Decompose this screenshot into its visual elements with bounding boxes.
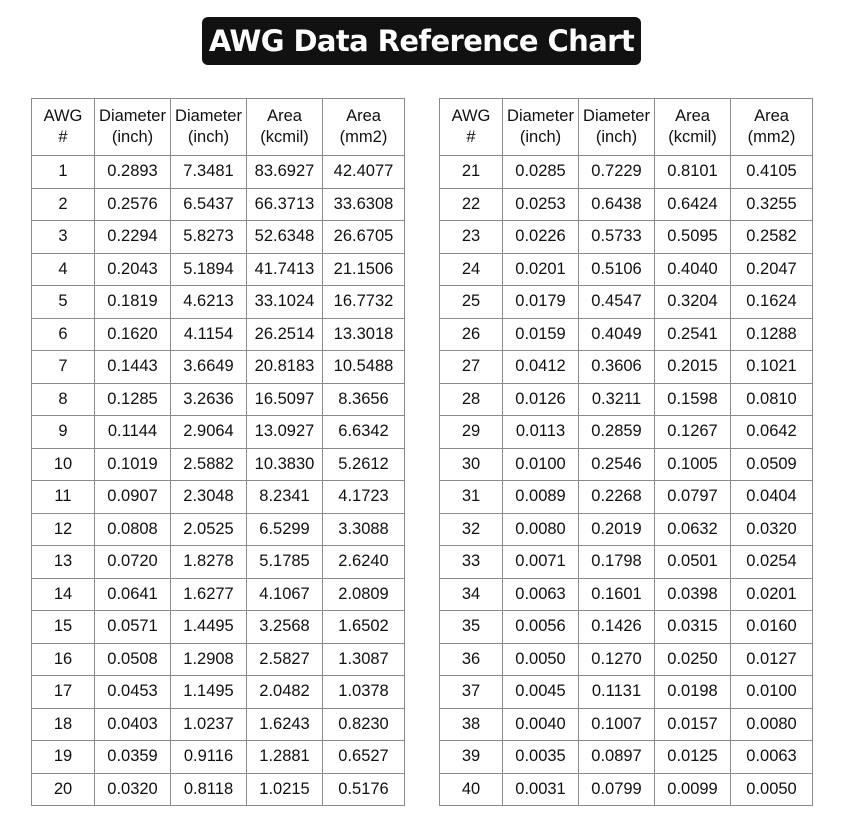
cell-area-kcmil: 0.2015	[655, 351, 731, 384]
cell-area-mm2: 1.3087	[323, 643, 405, 676]
cell-area-kcmil: 1.6243	[247, 708, 323, 741]
cell-area-mm2: 0.1288	[731, 318, 813, 351]
awg-table-left	[31, 98, 405, 806]
cell-awg: 10	[32, 448, 95, 481]
cell-area-kcmil: 0.0157	[655, 708, 731, 741]
cell-diameter-inch-2: 3.2636	[171, 383, 247, 416]
table-row	[440, 416, 813, 449]
header-line-2: #	[58, 128, 68, 146]
cell-diameter-inch: 0.1019	[95, 448, 171, 481]
header-line-1: AWG	[451, 107, 491, 125]
page-title: AWG Data Reference Chart	[208, 24, 635, 58]
cell-diameter-inch: 0.0253	[503, 188, 579, 221]
cell-awg: 28	[440, 383, 503, 416]
cell-diameter-inch-2: 0.6438	[579, 188, 655, 221]
cell-area-kcmil: 66.3713	[247, 188, 323, 221]
cell-area-mm2: 8.3656	[323, 383, 405, 416]
cell-diameter-inch: 0.0113	[503, 416, 579, 449]
table-row	[32, 318, 405, 351]
header-line-2: (kcmil)	[260, 128, 309, 146]
cell-area-mm2: 0.0404	[731, 481, 813, 514]
header-area-mm2	[731, 99, 813, 156]
cell-diameter-inch-2: 0.1131	[579, 676, 655, 709]
cell-diameter-inch-2: 5.8273	[171, 221, 247, 254]
cell-area-kcmil: 5.1785	[247, 546, 323, 579]
cell-diameter-inch: 0.2576	[95, 188, 171, 221]
cell-diameter-inch-2: 1.2908	[171, 643, 247, 676]
cell-area-mm2: 0.0201	[731, 578, 813, 611]
cell-diameter-inch-2: 1.4495	[171, 611, 247, 644]
cell-diameter-inch: 0.1144	[95, 416, 171, 449]
cell-diameter-inch-2: 0.1798	[579, 546, 655, 579]
cell-area-kcmil: 1.0215	[247, 773, 323, 806]
cell-diameter-inch-2: 2.9064	[171, 416, 247, 449]
table-row	[32, 643, 405, 676]
cell-awg: 31	[440, 481, 503, 514]
table-row	[440, 611, 813, 644]
header-diameter-inch	[95, 99, 171, 156]
cell-diameter-inch-2: 0.1270	[579, 643, 655, 676]
cell-area-mm2: 2.0809	[323, 578, 405, 611]
cell-diameter-inch-2: 0.0799	[579, 773, 655, 806]
cell-area-mm2: 0.0320	[731, 513, 813, 546]
cell-diameter-inch: 0.0040	[503, 708, 579, 741]
cell-area-kcmil: 83.6927	[247, 156, 323, 189]
header-line-2: (inch)	[111, 128, 154, 146]
table-row	[440, 643, 813, 676]
cell-awg: 18	[32, 708, 95, 741]
cell-area-kcmil: 41.7413	[247, 253, 323, 286]
cell-diameter-inch: 0.0179	[503, 286, 579, 319]
header-line-1: AWG	[43, 107, 83, 125]
cell-area-mm2: 2.6240	[323, 546, 405, 579]
cell-diameter-inch-2: 0.9116	[171, 741, 247, 774]
table-header-row	[32, 99, 405, 156]
cell-diameter-inch-2: 0.2546	[579, 448, 655, 481]
table-row	[440, 676, 813, 709]
cell-diameter-inch: 0.0159	[503, 318, 579, 351]
table-row	[440, 156, 813, 189]
cell-area-kcmil: 0.0501	[655, 546, 731, 579]
header-line-1: Diameter	[175, 107, 242, 125]
cell-area-mm2: 0.0127	[731, 643, 813, 676]
table-row	[32, 416, 405, 449]
cell-area-mm2: 0.0810	[731, 383, 813, 416]
cell-area-mm2: 0.5176	[323, 773, 405, 806]
cell-area-mm2: 0.1624	[731, 286, 813, 319]
table-row	[32, 221, 405, 254]
cell-area-kcmil: 0.0250	[655, 643, 731, 676]
cell-diameter-inch-2: 1.1495	[171, 676, 247, 709]
cell-awg: 7	[32, 351, 95, 384]
cell-diameter-inch-2: 4.6213	[171, 286, 247, 319]
cell-area-kcmil: 13.0927	[247, 416, 323, 449]
header-line-2: #	[466, 128, 476, 146]
cell-diameter-inch: 0.0126	[503, 383, 579, 416]
cell-area-kcmil: 0.1005	[655, 448, 731, 481]
table-row	[440, 221, 813, 254]
cell-awg: 33	[440, 546, 503, 579]
cell-area-mm2: 0.0509	[731, 448, 813, 481]
cell-area-mm2: 21.1506	[323, 253, 405, 286]
cell-area-mm2: 0.2047	[731, 253, 813, 286]
table-row	[32, 351, 405, 384]
cell-diameter-inch-2: 4.1154	[171, 318, 247, 351]
cell-diameter-inch: 0.2893	[95, 156, 171, 189]
cell-diameter-inch: 0.0050	[503, 643, 579, 676]
cell-diameter-inch-2: 0.3606	[579, 351, 655, 384]
cell-awg: 9	[32, 416, 95, 449]
cell-area-mm2: 0.2582	[731, 221, 813, 254]
cell-area-mm2: 0.0160	[731, 611, 813, 644]
cell-diameter-inch: 0.2294	[95, 221, 171, 254]
table-row	[440, 481, 813, 514]
table-row	[32, 481, 405, 514]
header-line-2: (mm2)	[747, 128, 796, 146]
cell-area-kcmil: 0.3204	[655, 286, 731, 319]
header-line-2: (mm2)	[339, 128, 388, 146]
cell-area-kcmil: 8.2341	[247, 481, 323, 514]
cell-diameter-inch: 0.0201	[503, 253, 579, 286]
table-row	[32, 188, 405, 221]
cell-diameter-inch: 0.1620	[95, 318, 171, 351]
cell-awg: 24	[440, 253, 503, 286]
awg-table-right	[439, 98, 813, 806]
table-row	[440, 448, 813, 481]
cell-area-mm2: 13.3018	[323, 318, 405, 351]
cell-diameter-inch-2: 0.0897	[579, 741, 655, 774]
cell-diameter-inch-2: 2.3048	[171, 481, 247, 514]
cell-awg: 15	[32, 611, 95, 644]
cell-diameter-inch: 0.0045	[503, 676, 579, 709]
header-line-1: Diameter	[583, 107, 650, 125]
cell-diameter-inch-2: 2.5882	[171, 448, 247, 481]
cell-area-kcmil: 33.1024	[247, 286, 323, 319]
cell-diameter-inch: 0.0320	[95, 773, 171, 806]
cell-area-mm2: 5.2612	[323, 448, 405, 481]
cell-awg: 20	[32, 773, 95, 806]
cell-diameter-inch: 0.0100	[503, 448, 579, 481]
cell-area-kcmil: 3.2568	[247, 611, 323, 644]
cell-diameter-inch-2: 0.4049	[579, 318, 655, 351]
header-line-2: (kcmil)	[668, 128, 717, 146]
cell-diameter-inch-2: 0.2019	[579, 513, 655, 546]
table-row	[32, 513, 405, 546]
header-line-2: (inch)	[187, 128, 230, 146]
table-row	[32, 676, 405, 709]
cell-area-kcmil: 0.0632	[655, 513, 731, 546]
cell-awg: 32	[440, 513, 503, 546]
cell-diameter-inch: 0.0412	[503, 351, 579, 384]
cell-awg: 40	[440, 773, 503, 806]
cell-awg: 25	[440, 286, 503, 319]
cell-area-mm2: 6.6342	[323, 416, 405, 449]
header-line-1: Area	[675, 107, 710, 125]
cell-awg: 19	[32, 741, 95, 774]
header-line-2: (inch)	[519, 128, 562, 146]
cell-area-kcmil: 10.3830	[247, 448, 323, 481]
cell-area-kcmil: 6.5299	[247, 513, 323, 546]
table-row	[32, 741, 405, 774]
table-row	[32, 448, 405, 481]
cell-diameter-inch-2: 6.5437	[171, 188, 247, 221]
cell-awg: 22	[440, 188, 503, 221]
table-row	[440, 578, 813, 611]
cell-awg: 34	[440, 578, 503, 611]
cell-diameter-inch-2: 0.1601	[579, 578, 655, 611]
cell-diameter-inch: 0.0641	[95, 578, 171, 611]
cell-area-mm2: 1.6502	[323, 611, 405, 644]
table-row	[440, 546, 813, 579]
cell-diameter-inch: 0.0720	[95, 546, 171, 579]
cell-area-mm2: 0.3255	[731, 188, 813, 221]
cell-diameter-inch-2: 1.0237	[171, 708, 247, 741]
header-diameter-inch-2	[171, 99, 247, 156]
cell-diameter-inch: 0.0080	[503, 513, 579, 546]
cell-awg: 27	[440, 351, 503, 384]
cell-area-kcmil: 4.1067	[247, 578, 323, 611]
table-row	[440, 286, 813, 319]
cell-area-mm2: 4.1723	[323, 481, 405, 514]
cell-diameter-inch: 0.2043	[95, 253, 171, 286]
cell-diameter-inch: 0.0285	[503, 156, 579, 189]
cell-diameter-inch: 0.1819	[95, 286, 171, 319]
cell-diameter-inch: 0.0035	[503, 741, 579, 774]
cell-diameter-inch: 0.0056	[503, 611, 579, 644]
cell-diameter-inch: 0.0089	[503, 481, 579, 514]
header-line-1: Diameter	[99, 107, 166, 125]
header-line-2: (inch)	[595, 128, 638, 146]
cell-diameter-inch-2: 0.7229	[579, 156, 655, 189]
cell-area-kcmil: 16.5097	[247, 383, 323, 416]
cell-awg: 8	[32, 383, 95, 416]
header-awg	[440, 99, 503, 156]
cell-awg: 14	[32, 578, 95, 611]
cell-area-mm2: 0.8230	[323, 708, 405, 741]
header-line-1: Area	[346, 107, 381, 125]
cell-area-kcmil: 2.5827	[247, 643, 323, 676]
cell-diameter-inch-2: 5.1894	[171, 253, 247, 286]
cell-diameter-inch: 0.0063	[503, 578, 579, 611]
cell-diameter-inch: 0.0808	[95, 513, 171, 546]
cell-area-kcmil: 0.8101	[655, 156, 731, 189]
header-diameter-inch-2	[579, 99, 655, 156]
cell-diameter-inch-2: 0.8118	[171, 773, 247, 806]
cell-area-mm2: 0.0100	[731, 676, 813, 709]
cell-area-mm2: 0.0080	[731, 708, 813, 741]
table-row	[32, 773, 405, 806]
cell-awg: 35	[440, 611, 503, 644]
header-line-1: Area	[754, 107, 789, 125]
cell-awg: 11	[32, 481, 95, 514]
cell-diameter-inch: 0.0571	[95, 611, 171, 644]
cell-awg: 3	[32, 221, 95, 254]
cell-awg: 4	[32, 253, 95, 286]
header-area-kcmil	[655, 99, 731, 156]
table-row	[32, 253, 405, 286]
header-diameter-inch	[503, 99, 579, 156]
cell-awg: 39	[440, 741, 503, 774]
cell-area-kcmil: 0.5095	[655, 221, 731, 254]
header-awg	[32, 99, 95, 156]
cell-area-mm2: 0.1021	[731, 351, 813, 384]
cell-area-kcmil: 2.0482	[247, 676, 323, 709]
cell-awg: 1	[32, 156, 95, 189]
header-area-mm2	[323, 99, 405, 156]
table-row	[32, 383, 405, 416]
cell-area-kcmil: 0.0125	[655, 741, 731, 774]
cell-awg: 23	[440, 221, 503, 254]
cell-diameter-inch: 0.0359	[95, 741, 171, 774]
table-row	[440, 513, 813, 546]
cell-diameter-inch: 0.0453	[95, 676, 171, 709]
cell-diameter-inch-2: 0.3211	[579, 383, 655, 416]
table-row	[32, 286, 405, 319]
cell-awg: 38	[440, 708, 503, 741]
cell-area-mm2: 10.5488	[323, 351, 405, 384]
cell-diameter-inch-2: 1.6277	[171, 578, 247, 611]
header-area-kcmil	[247, 99, 323, 156]
cell-diameter-inch: 0.1285	[95, 383, 171, 416]
cell-awg: 6	[32, 318, 95, 351]
cell-awg: 37	[440, 676, 503, 709]
cell-awg: 29	[440, 416, 503, 449]
table-row	[32, 546, 405, 579]
cell-awg: 13	[32, 546, 95, 579]
cell-diameter-inch-2: 0.5733	[579, 221, 655, 254]
cell-area-kcmil: 20.8183	[247, 351, 323, 384]
cell-awg: 36	[440, 643, 503, 676]
header-line-1: Diameter	[507, 107, 574, 125]
cell-area-mm2: 0.0254	[731, 546, 813, 579]
cell-diameter-inch-2: 1.8278	[171, 546, 247, 579]
cell-area-kcmil: 26.2514	[247, 318, 323, 351]
cell-area-kcmil: 0.0315	[655, 611, 731, 644]
title-banner	[202, 17, 641, 65]
table-row	[440, 253, 813, 286]
cell-area-kcmil: 0.1598	[655, 383, 731, 416]
cell-diameter-inch-2: 0.1426	[579, 611, 655, 644]
cell-diameter-inch-2: 2.0525	[171, 513, 247, 546]
cell-diameter-inch-2: 0.1007	[579, 708, 655, 741]
table-row	[440, 383, 813, 416]
cell-awg: 16	[32, 643, 95, 676]
header-line-1: Area	[267, 107, 302, 125]
cell-area-kcmil: 0.0797	[655, 481, 731, 514]
cell-area-mm2: 0.6527	[323, 741, 405, 774]
cell-area-mm2: 33.6308	[323, 188, 405, 221]
table-row	[32, 611, 405, 644]
table-row	[440, 318, 813, 351]
cell-area-kcmil: 0.4040	[655, 253, 731, 286]
cell-area-kcmil: 0.6424	[655, 188, 731, 221]
table-row	[440, 773, 813, 806]
table-row	[32, 578, 405, 611]
cell-awg: 5	[32, 286, 95, 319]
table-header-row	[440, 99, 813, 156]
cell-area-mm2: 0.0642	[731, 416, 813, 449]
cell-area-kcmil: 0.0198	[655, 676, 731, 709]
cell-awg: 21	[440, 156, 503, 189]
cell-awg: 2	[32, 188, 95, 221]
cell-area-kcmil: 1.2881	[247, 741, 323, 774]
cell-diameter-inch: 0.0226	[503, 221, 579, 254]
cell-area-mm2: 16.7732	[323, 286, 405, 319]
cell-area-mm2: 26.6705	[323, 221, 405, 254]
cell-area-mm2: 42.4077	[323, 156, 405, 189]
cell-diameter-inch-2: 7.3481	[171, 156, 247, 189]
cell-area-kcmil: 52.6348	[247, 221, 323, 254]
cell-awg: 12	[32, 513, 95, 546]
cell-diameter-inch-2: 0.2268	[579, 481, 655, 514]
cell-diameter-inch-2: 0.4547	[579, 286, 655, 319]
table-row	[440, 188, 813, 221]
cell-diameter-inch-2: 0.5106	[579, 253, 655, 286]
cell-area-mm2: 1.0378	[323, 676, 405, 709]
cell-diameter-inch: 0.0907	[95, 481, 171, 514]
cell-diameter-inch: 0.0403	[95, 708, 171, 741]
table-row	[440, 351, 813, 384]
cell-area-kcmil: 0.0398	[655, 578, 731, 611]
cell-area-mm2: 0.4105	[731, 156, 813, 189]
cell-area-kcmil: 0.2541	[655, 318, 731, 351]
cell-diameter-inch: 0.0508	[95, 643, 171, 676]
cell-diameter-inch-2: 0.2859	[579, 416, 655, 449]
cell-diameter-inch: 0.1443	[95, 351, 171, 384]
cell-awg: 30	[440, 448, 503, 481]
cell-diameter-inch: 0.0071	[503, 546, 579, 579]
cell-awg: 26	[440, 318, 503, 351]
table-row	[32, 708, 405, 741]
cell-diameter-inch-2: 3.6649	[171, 351, 247, 384]
cell-diameter-inch: 0.0031	[503, 773, 579, 806]
table-row	[440, 741, 813, 774]
table-row	[32, 156, 405, 189]
table-row	[440, 708, 813, 741]
cell-awg: 17	[32, 676, 95, 709]
cell-area-kcmil: 0.0099	[655, 773, 731, 806]
cell-area-kcmil: 0.1267	[655, 416, 731, 449]
cell-area-mm2: 0.0063	[731, 741, 813, 774]
cell-area-mm2: 3.3088	[323, 513, 405, 546]
cell-area-mm2: 0.0050	[731, 773, 813, 806]
